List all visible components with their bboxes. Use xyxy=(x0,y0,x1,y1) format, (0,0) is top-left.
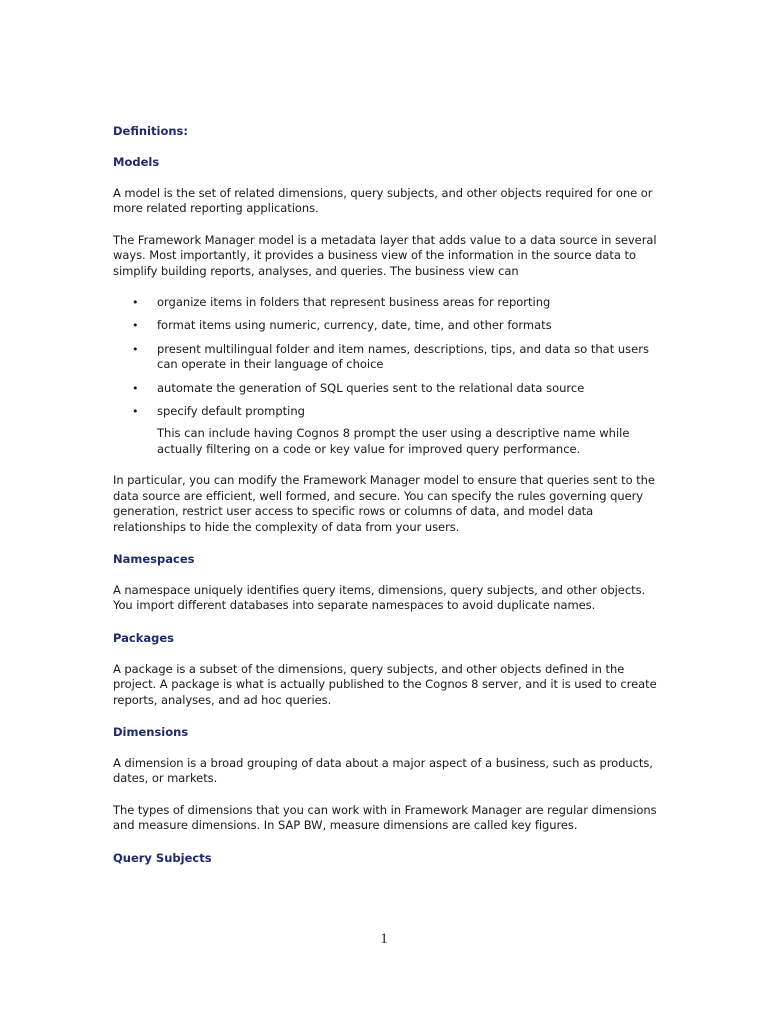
list-item-text: organize items in folders that represent business areas for reporting xyxy=(157,295,551,310)
list-item xyxy=(113,404,658,419)
paragraph: In particular, you can modify the Framework Manager model to ensure that queries sent to the data source are efficient, well formed, and secure. You can specify the rules governing query generation, restrict user access to specific rows or columns of data, and model data relationships to hide the complexity of data from your users. xyxy=(113,473,655,534)
bullet-list xyxy=(113,295,658,419)
paragraph: The types of dimensions that you can work with in Framework Manager are regular dimensions and measure dimensions. In SAP BW, measure dimensions are called key figures. xyxy=(113,802,657,833)
document-body xyxy=(113,124,658,866)
bullet-icon: • xyxy=(132,405,139,419)
paragraph: The Framework Manager model is a metadata layer that adds value to a data source in several ways. Most importantly, it provides a business view of the information in the source data to simplify building reports, analyses, and queries. The business view can xyxy=(113,232,657,278)
list-item xyxy=(113,295,658,310)
bullet-icon: • xyxy=(132,342,139,356)
list-item-text: present multilingual folder and item names, descriptions, tips, and data so that users can operate in their language of choice xyxy=(157,341,649,372)
list-item-text: specify default prompting xyxy=(157,404,305,419)
list-item xyxy=(113,381,658,396)
heading-models: Models xyxy=(113,155,160,169)
bullet-icon: • xyxy=(132,296,139,310)
paragraph: A package is a subset of the dimensions, query subjects, and other objects defined in the project. A package is what is actually published to the Cognos 8 server, and it is used to create reports, analyses, and ad hoc queries. xyxy=(113,661,657,707)
paragraph: A dimension is a broad grouping of data about a major aspect of a business, such as products, dates, or markets. xyxy=(113,755,653,786)
list-item xyxy=(113,342,658,373)
list-item-text: automate the generation of SQL queries sent to the relational data source xyxy=(157,380,585,395)
bullet-icon: • xyxy=(132,381,139,395)
heading-dimensions: Dimensions xyxy=(113,724,189,739)
list-item-text: format items using numeric, currency, date, time, and other formats xyxy=(157,318,552,333)
list-item xyxy=(113,318,658,333)
heading-packages: Packages xyxy=(113,630,174,645)
heading-namespaces: Namespaces xyxy=(113,551,195,566)
paragraph: A namespace uniquely identifies query items, dimensions, query subjects, and other objects. You import different databases into separate namespaces to avoid duplicate names. xyxy=(113,582,646,613)
bullet-icon: • xyxy=(132,319,139,333)
definitions-title: Definitions: xyxy=(113,124,188,138)
page-number: 1 xyxy=(380,931,388,947)
paragraph: A model is the set of related dimensions, query subjects, and other objects required for one or more related reporting applications. xyxy=(113,186,653,216)
bullet-note: This can include having Cognos 8 prompt the user using a descriptive name while actually filtering on a code or key value for improved query performance. xyxy=(157,426,630,456)
heading-query-subjects: Query Subjects xyxy=(113,850,212,865)
